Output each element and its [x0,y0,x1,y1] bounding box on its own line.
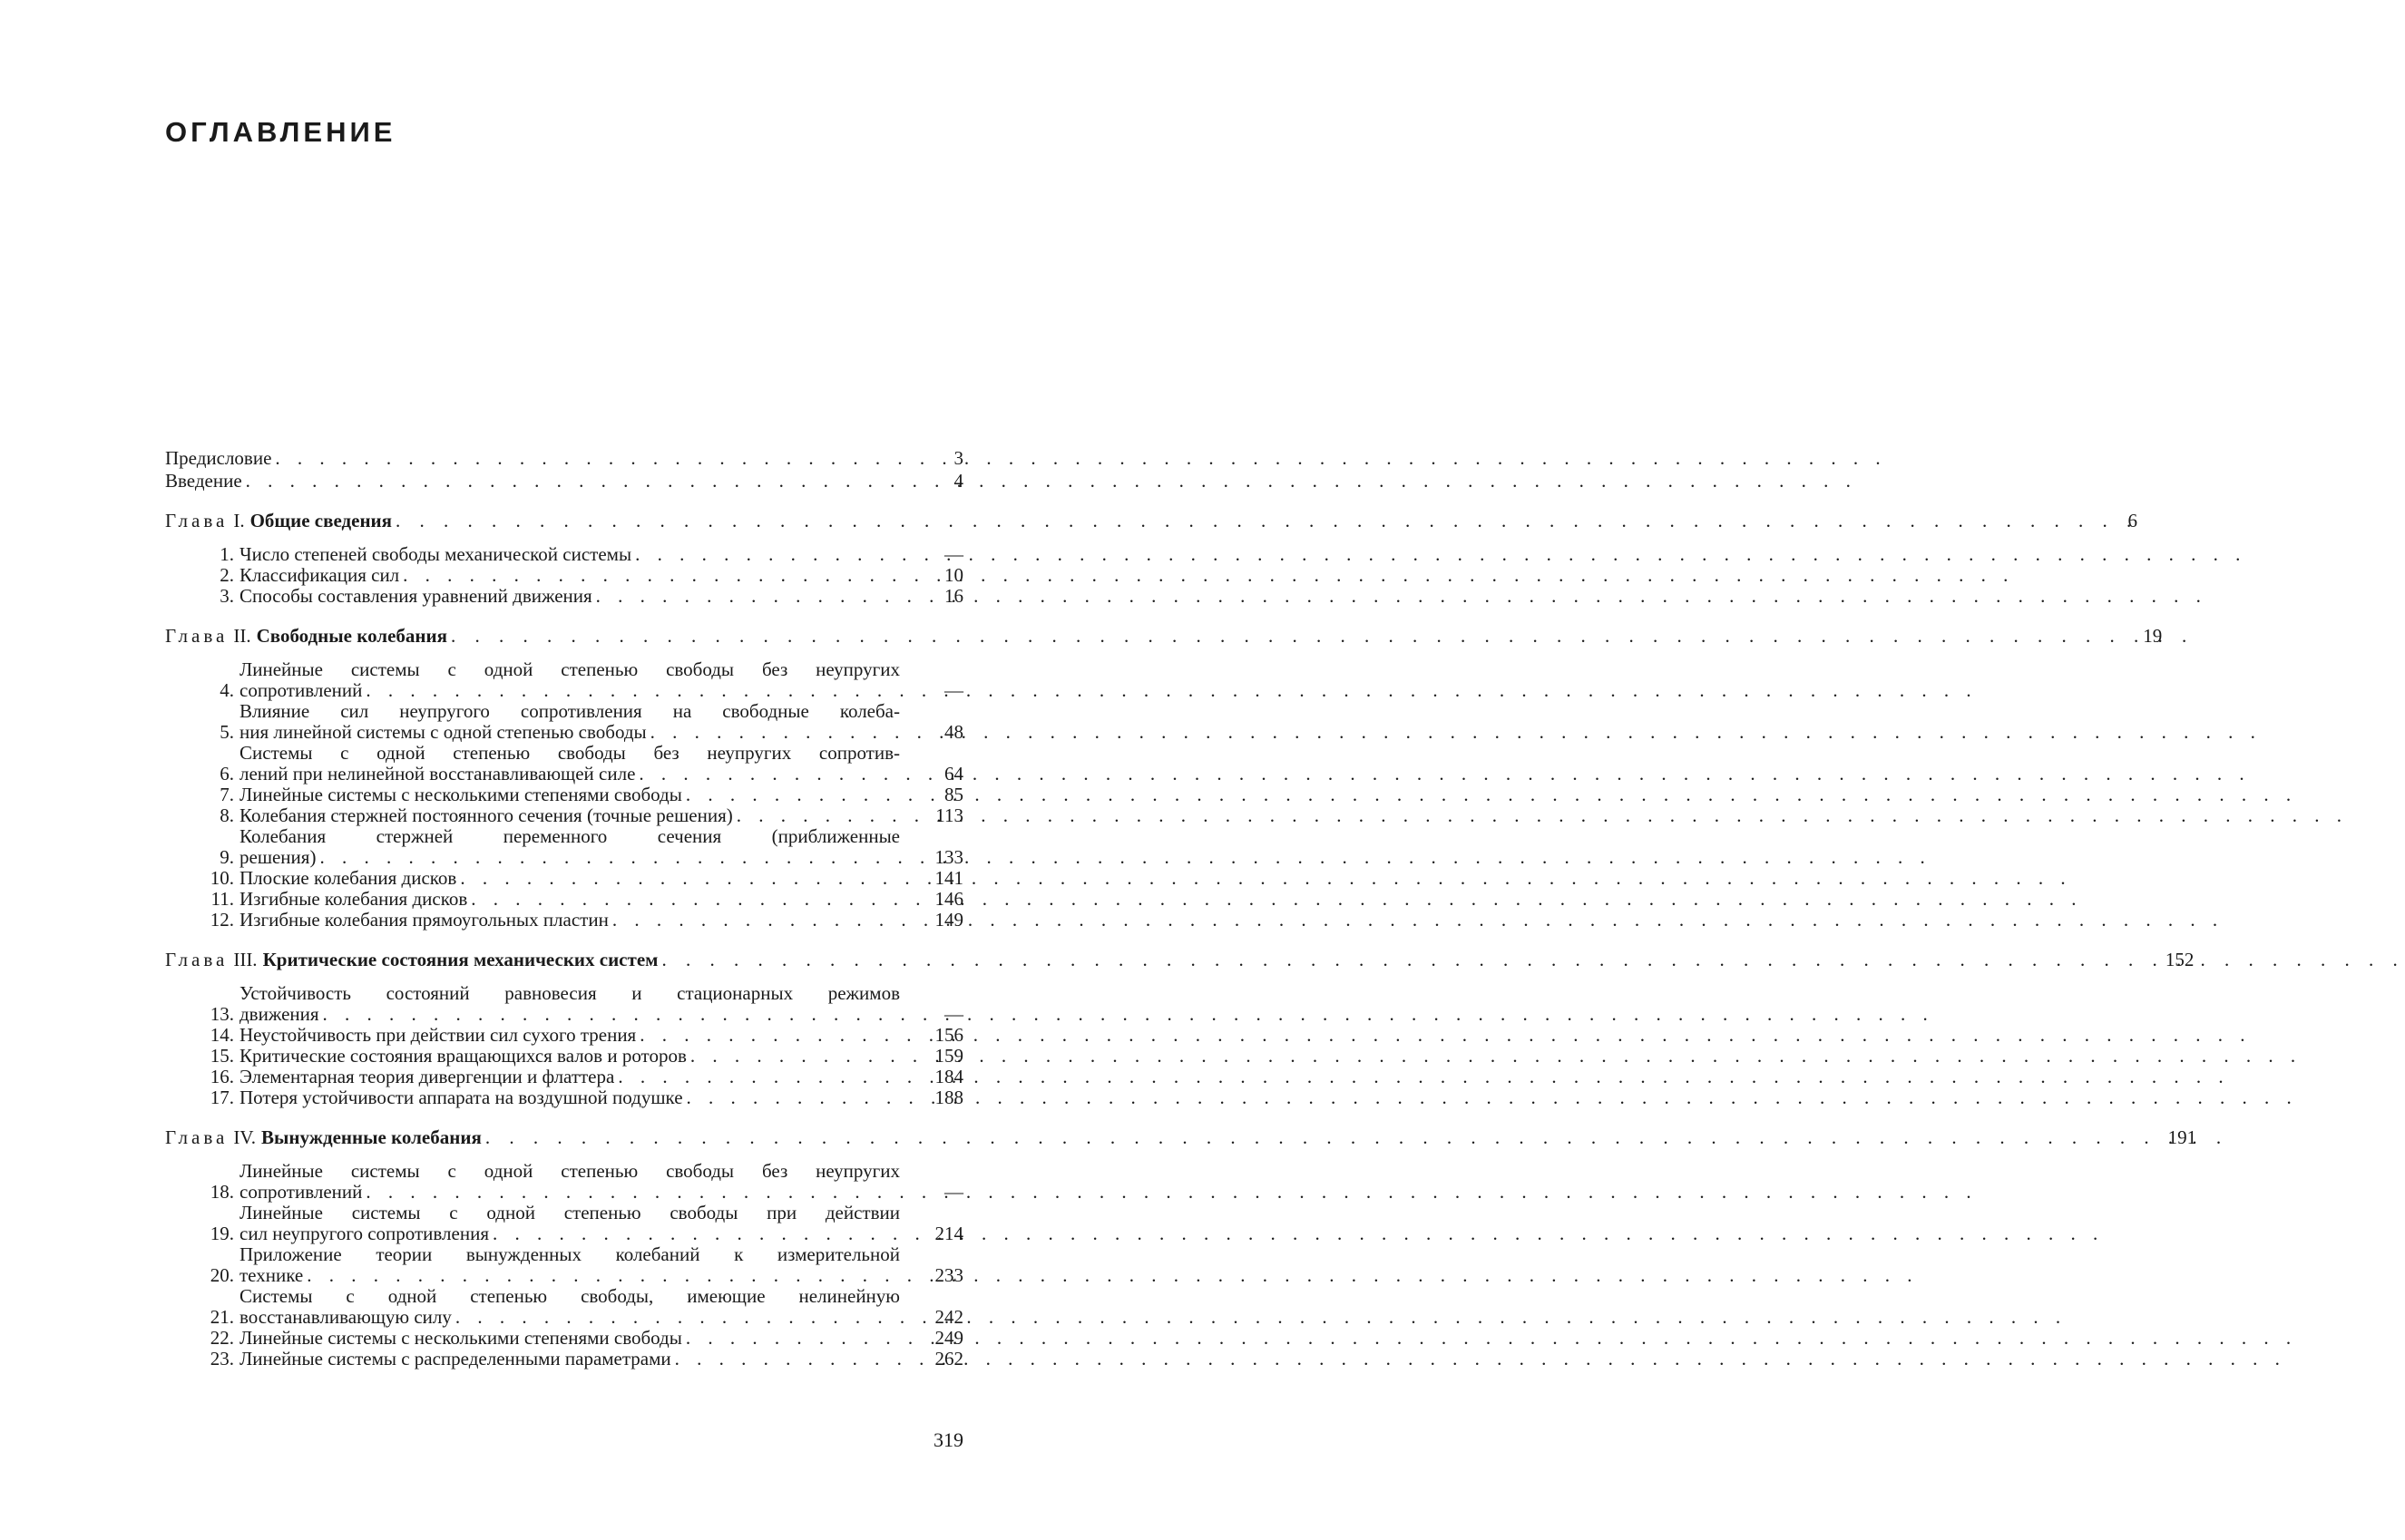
leader-dots [687,1087,900,1108]
chapter-title: Критические состояния механических систем [262,949,659,970]
chapter-label: Глава [165,625,229,647]
section-page: 16 [944,585,963,607]
section-page: 85 [944,784,963,805]
section-number: 11. [210,888,234,910]
section-title: Линейные системы с несколькими степенями свободы [240,784,682,805]
toc-section-entry[interactable] [165,1161,963,1203]
section-page: 242 [934,1306,963,1328]
section-title: Неустойчивость при действии сил сухого трения [240,1024,637,1046]
section-page: 159 [934,1045,963,1067]
section-number: 13. [210,1003,234,1025]
toc-section-entry[interactable] [165,1067,963,1087]
section-title-line: решения) [240,846,317,868]
section-page: 133 [934,846,963,868]
chapter-label: Глава [165,1126,229,1148]
section-number: 5. [220,721,234,743]
toc-section-entry[interactable] [165,910,963,931]
section-number: 3. [220,585,234,607]
chapter-number: I. [233,510,245,531]
toc-section-entry[interactable] [165,1349,963,1369]
chapter-number: II. [233,625,251,647]
section-number: 4. [220,679,234,701]
toc-section-entry[interactable] [165,889,963,910]
section-title-line: ния линейной системы с одной степенью свободы [240,721,647,743]
leader-dots [460,868,900,889]
section-title-line: Линейные системы с одной степенью свободы без неупругих [240,1160,900,1182]
section-number: 6. [220,763,234,785]
section-title: Линейные системы с распределенными параметрами [240,1348,671,1369]
toc-section-entry[interactable] [165,659,963,701]
toc-section-entry[interactable] [165,1244,963,1286]
section-number: 23. [210,1348,234,1369]
section-title: Способы составления уравнений движения [240,585,592,607]
section-page: 214 [934,1223,963,1244]
toc-chapter-heading[interactable] [165,625,2163,647]
entry-title: Введение [165,470,242,492]
section-title-line: Линейные системы с одной степенью свободы при действии [240,1202,900,1223]
chapter-title: Вынужденные колебания [261,1126,482,1148]
leader-dots [275,448,900,469]
chapter-label: Глава [165,949,229,970]
page-number: 319 [934,1428,963,1451]
section-number: 19. [210,1223,234,1244]
section-number: 21. [210,1306,234,1328]
section-title: Изгибные колебания прямоугольных пластин [240,909,609,931]
leader-dots [661,949,2130,970]
toc-section-entry[interactable] [165,983,963,1025]
leader-dots [451,625,2098,647]
page-title: ОГЛАВЛЕНИЕ [165,116,396,148]
chapter-page: 152 [2165,949,2195,970]
section-title-line: сопротивлений [240,679,363,701]
section-number: 17. [210,1087,234,1108]
section-title-line: технике [240,1264,304,1286]
leader-dots [366,1182,900,1203]
leader-dots [618,1067,900,1087]
leader-dots [650,722,900,743]
leader-dots [455,1307,900,1328]
toc-chapter-heading[interactable] [165,510,2138,531]
section-page: 262 [934,1348,963,1369]
leader-dots [485,1126,2133,1148]
section-title-line: восстанавливающую силу [240,1306,452,1328]
toc-front-entry[interactable] [165,471,963,492]
section-title: Классификация сил [240,564,400,586]
leader-dots [612,910,900,931]
leader-dots [686,1328,900,1349]
section-title-line: Влияние сил неупругого сопротивления на свободные колеба- [240,700,900,722]
section-page: 146 [934,888,963,910]
chapter-page: 6 [2127,510,2138,531]
leader-dots [675,1349,900,1369]
section-number: 18. [210,1181,234,1203]
leader-dots [319,847,900,868]
leader-dots [396,510,2074,531]
section-number: 10. [210,867,234,889]
section-page: 149 [934,909,963,931]
leader-dots [493,1223,900,1244]
section-page: 48 [944,721,963,743]
leader-dots [690,1046,900,1067]
section-title: Колебания стержней постоянного сечения (точные решения) [240,804,733,826]
chapter-title: Общие сведения [249,510,393,531]
chapter-label: Глава [165,510,229,531]
toc-section-entry[interactable] [165,544,963,565]
section-title: Число степеней свободы механической системы [240,543,632,565]
toc-section-entry[interactable] [165,868,963,889]
entry-page: 4 [953,470,963,492]
section-page: 233 [934,1264,963,1286]
toc-chapter-heading[interactable] [165,949,2195,970]
toc-section-entry[interactable] [165,1087,963,1108]
section-title-line: сопротивлений [240,1181,363,1203]
section-number: 15. [210,1045,234,1067]
section-number: 7. [220,784,234,805]
section-page: 249 [934,1327,963,1349]
chapter-title: Свободные колебания [256,625,447,647]
section-page: 10 [944,564,963,586]
toc-section-entry[interactable] [165,1025,963,1046]
section-page: — [944,543,963,565]
entry-page: 3 [953,447,963,469]
section-page: — [944,679,963,701]
section-title: Элементарная теория дивергенции и флаттера [240,1066,615,1087]
section-number: 16. [210,1066,234,1087]
section-page: 113 [935,804,963,826]
toc-section-entry[interactable] [165,1286,963,1328]
section-number: 20. [210,1264,234,1286]
section-title-line: сил неупругого сопротивления [240,1223,489,1244]
leader-dots [246,471,900,492]
section-number: 1. [220,543,234,565]
section-number: 14. [210,1024,234,1046]
toc-section-entry[interactable] [165,586,963,607]
toc-section-entry[interactable] [165,701,963,743]
section-title: Потеря устойчивости аппарата на воздушной подушке [240,1087,683,1108]
section-page: 188 [934,1087,963,1108]
leader-dots [471,889,900,910]
toc-section-entry[interactable] [165,1046,963,1067]
section-page: 64 [944,763,963,785]
section-page: — [944,1003,963,1025]
chapter-number: IV. [233,1126,257,1148]
leader-dots [686,785,900,805]
leader-dots [640,1025,900,1046]
leader-dots [639,764,900,785]
toc-section-entry[interactable] [165,743,963,785]
section-title-line: лений при нелинейной восстанавливающей силе [240,763,636,785]
section-page: 141 [934,867,963,889]
toc-section-entry[interactable] [165,785,963,805]
section-number: 9. [220,846,234,868]
section-title-line: Колебания стержней переменного сечения (приближенные [240,825,900,847]
chapter-number: III. [233,949,258,970]
toc-front-entry[interactable] [165,448,963,469]
toc-chapter-heading[interactable] [165,1126,2197,1148]
section-page: — [944,1181,963,1203]
leader-dots [323,1004,900,1025]
chapter-page: 191 [2167,1126,2197,1148]
section-title-line: Линейные системы с одной степенью свободы без неупругих [240,658,900,680]
section-title-line: движения [240,1003,319,1025]
toc-section-entry[interactable] [165,805,963,826]
section-page: 184 [934,1066,963,1087]
toc-section-entry[interactable] [165,1203,963,1244]
leader-dots [366,680,900,701]
leader-dots [635,544,900,565]
section-title-line: Системы с одной степенью свободы без неупругих сопротив- [240,742,900,764]
section-number: 8. [220,804,234,826]
chapter-page: 19 [2143,625,2163,647]
toc-section-entry[interactable] [165,1328,963,1349]
toc-section-entry[interactable] [165,826,963,868]
section-title: Линейные системы с несколькими степенями свободы [240,1327,682,1349]
entry-title: Предисловие [165,447,272,469]
leader-dots [737,805,900,826]
section-title: Изгибные колебания дисков [240,888,468,910]
section-number: 22. [210,1327,234,1349]
section-title-line: Приложение теории вынужденных колебаний к измерительной [240,1243,900,1265]
table-of-contents [165,447,2197,1369]
section-page: 156 [934,1024,963,1046]
section-number: 12. [210,909,234,931]
toc-section-entry[interactable] [165,565,963,586]
section-title: Критические состояния вращающихся валов и роторов [240,1045,687,1067]
section-title: Плоские колебания дисков [240,867,457,889]
section-title-line: Системы с одной степенью свободы, имеющие нелинейную [240,1285,900,1307]
leader-dots [596,586,900,607]
section-title-line: Устойчивость состояний равновесия и стационарных режимов [240,982,900,1004]
leader-dots [403,565,900,586]
leader-dots [307,1265,900,1286]
section-number: 2. [220,564,234,586]
